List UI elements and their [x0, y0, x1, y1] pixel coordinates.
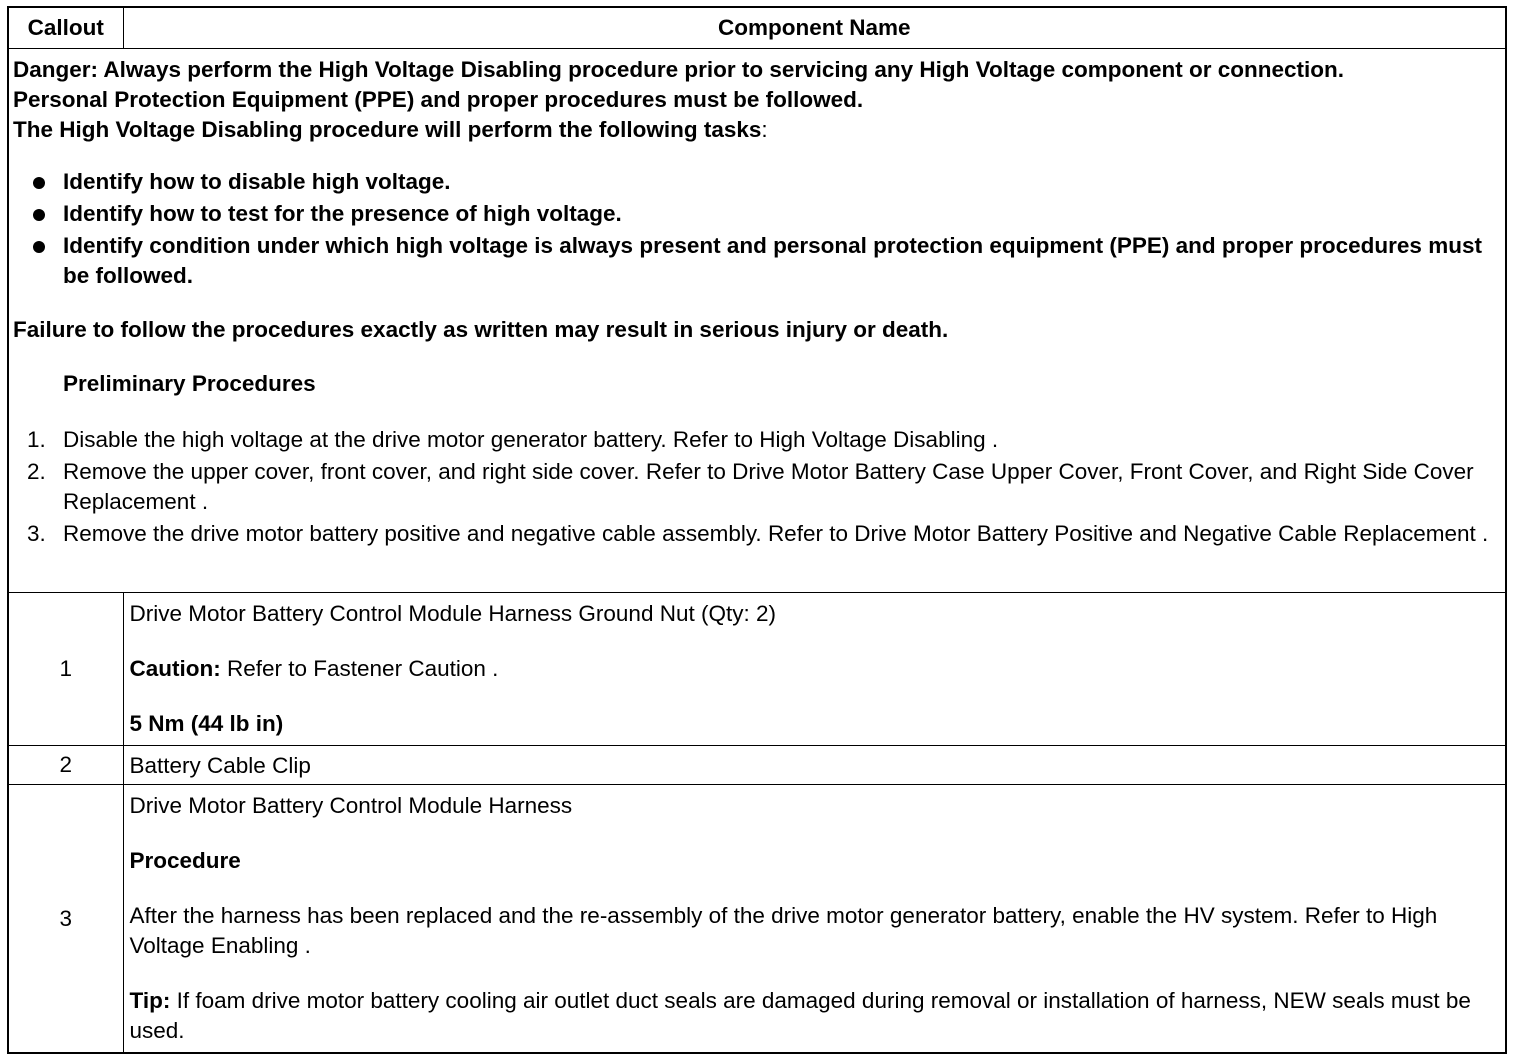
table-row	[8, 746, 1506, 785]
table-row	[8, 593, 1506, 746]
danger-line-3-text: The High Voltage Disabling procedure will perform the following tasks	[13, 117, 762, 142]
task-bullet-list	[13, 167, 1501, 291]
step-number: 1.	[27, 427, 46, 452]
caution-text: Refer to Fastener Caution .	[220, 656, 499, 681]
component-name: Drive Motor Battery Control Module Harness	[129, 793, 573, 818]
list-item	[13, 457, 1501, 517]
preliminary-title: Preliminary Procedures	[63, 371, 316, 396]
tip-text: If foam drive motor battery cooling air outlet duct seals are damaged during removal or installation of harness, NEW seals must be used.	[129, 988, 1471, 1043]
component-cell	[123, 785, 1506, 1054]
callout-cell: 2	[8, 746, 123, 785]
component-table	[7, 6, 1507, 1054]
callout-cell: 1	[8, 593, 123, 746]
failure-warning: Failure to follow the procedures exactly as written may result in serious injury or death.	[13, 317, 949, 342]
caution-note	[130, 654, 1500, 684]
list-item	[13, 519, 1501, 549]
bullet-text: Identify how to disable high voltage.	[63, 169, 451, 194]
step-text: Remove the upper cover, front cover, and right side cover. Refer to Drive Motor Battery Case Upper Cover, Front Cover, and Right Side Cover Replacement .	[63, 459, 1474, 514]
danger-row	[8, 49, 1506, 593]
step-number: 2.	[27, 459, 46, 484]
danger-cell	[8, 49, 1506, 593]
bullet-icon	[33, 209, 45, 221]
component-cell	[123, 746, 1506, 785]
list-item	[13, 231, 1501, 291]
component-cell	[123, 593, 1506, 746]
danger-line-2: Personal Protection Equipment (PPE) and proper procedures must be followed.	[13, 87, 864, 112]
table-row	[8, 785, 1506, 1054]
list-item	[13, 425, 1501, 455]
torque-spec: 5 Nm (44 lb in)	[129, 711, 284, 736]
caution-label: Caution:	[129, 656, 221, 681]
danger-line-3	[13, 115, 1501, 145]
bullet-icon	[33, 241, 45, 253]
tip-label: Tip:	[129, 988, 171, 1013]
step-text: Remove the drive motor battery positive and negative cable assembly. Refer to Drive Motor Battery Positive and Negative Cable Replacement .	[63, 521, 1489, 546]
procedure-text: After the harness has been replaced and the re-assembly of the drive motor generator battery, enable the HV system. Refer to High Voltage Enabling .	[129, 903, 1438, 958]
bullet-text: Identify condition under which high voltage is always present and personal protection equipment (PPE) and proper procedures must be followed.	[63, 233, 1482, 288]
tip-note	[130, 986, 1500, 1046]
component-name: Battery Cable Clip	[129, 753, 311, 778]
danger-line-3-colon: :	[761, 117, 768, 142]
header-row	[8, 7, 1506, 49]
procedure-label: Procedure	[129, 848, 241, 873]
danger-line-1: Danger: Always perform the High Voltage Disabling procedure prior to servicing any High Voltage component or connection.	[13, 57, 1345, 82]
list-item	[13, 199, 1501, 229]
preliminary-steps	[13, 425, 1501, 549]
step-text: Disable the high voltage at the drive motor generator battery. Refer to High Voltage Disabling .	[63, 427, 999, 452]
bullet-icon	[33, 177, 45, 189]
component-name-header: Component Name	[123, 7, 1506, 49]
callout-cell: 3	[8, 785, 123, 1054]
bullet-text: Identify how to test for the presence of high voltage.	[63, 201, 622, 226]
list-item	[13, 167, 1501, 197]
component-name: Drive Motor Battery Control Module Harness Ground Nut (Qty: 2)	[129, 601, 776, 626]
callout-header: Callout	[8, 7, 123, 49]
step-number: 3.	[27, 521, 46, 546]
